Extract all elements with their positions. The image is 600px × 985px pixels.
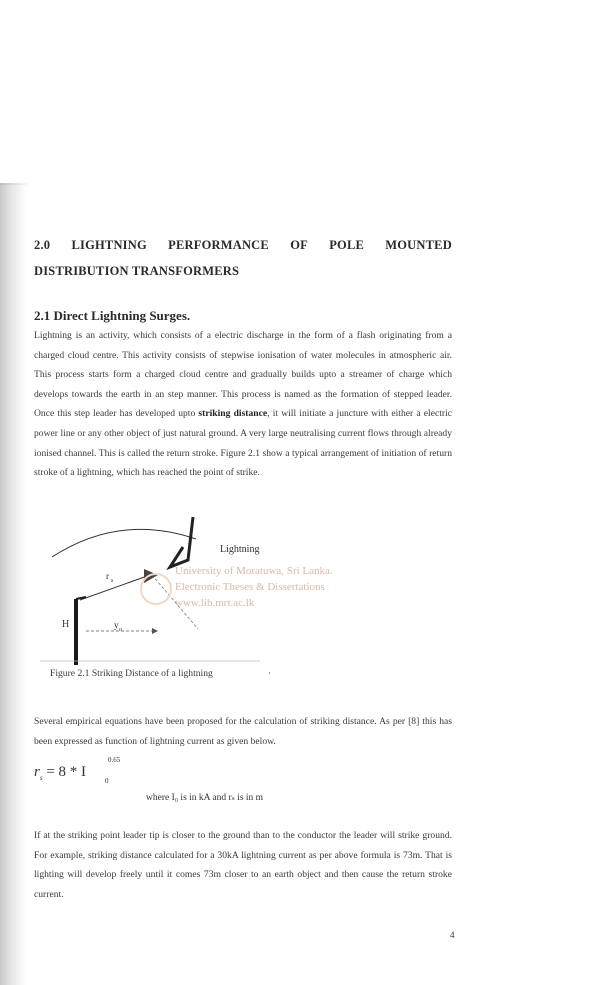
distance-arrow-icon (152, 628, 158, 634)
page-number: 4 (450, 930, 455, 940)
striking-distance-label: r (106, 571, 109, 581)
section-title: 2.1 Direct Lightning Surges. (34, 308, 191, 323)
strike-arc (52, 529, 196, 557)
heading-word: OF (290, 238, 308, 252)
watermark-line: www.lib.mrt.ac.lk (175, 597, 255, 609)
paragraph-text: Lightning is an activity, which consists of a electric discharge in the form of a flash originating from a charged cloud centre. This activity consists of stepwise ionisation of water molecules in atmospheric air. This process starts form a charged cloud centre and gradually builds upto a streamer of charge which develops towards the earth in an step manner. This process is named as the formation of stepped leader. Once this step leader has developed upto (34, 330, 452, 420)
heading-word: PERFORMANCE (168, 238, 269, 252)
chapter-heading-line2: DISTRIBUTION TRANSFORMERS (34, 264, 240, 278)
scan-edge-shadow (0, 185, 26, 985)
lightning-bolt-icon (170, 517, 193, 567)
striking-distance-subscript: s (111, 578, 114, 584)
paragraph-direct-lightning (34, 326, 452, 483)
paragraph-striking-example: If at the striking point leader tip is closer to the ground than to the conductor the leader will strike ground. For example, striking distance calculated for a 30kA lightning current as per above formula is 73m. That is lighting will develop freely until it comes 73m closer to an earth object and then cause the return stroke current. (34, 830, 452, 900)
figure-diagram (40, 515, 400, 665)
paragraph-empirical-equations: Several empirical equations have been proposed for the calculation of striking distance. As per [8] this has been expressed as function of lightning current as given below. (34, 716, 452, 747)
formula-rhs-subscript: 0 (105, 777, 109, 785)
horizontal-distance-subscript: o (119, 627, 122, 633)
horizontal-distance-label: y (114, 620, 119, 630)
formula-units-note: where I₀ is in kA and rₛ is in m (146, 793, 264, 803)
formula-lhs: r (34, 764, 40, 780)
paragraph-text: , it will initiate a juncture with either a electric power line or any other object of just natural ground. A very large neutralising current flows through already ionised channel. This is called the return stroke. Figure 2.1 show a typical arrangement of initiation of return stroke of a lightning, which has reached the point of strike. (34, 408, 453, 479)
chapter-heading-line1 (34, 238, 452, 253)
formula-lhs-subscript: s (39, 774, 43, 782)
formula-rhs: = 8 * I (46, 764, 87, 780)
striking-distance-formula (34, 756, 121, 785)
heading-word: POLE (329, 238, 365, 252)
scan-speck: · (268, 668, 272, 679)
strike-point-arrow-icon (144, 569, 158, 583)
chapter-number: 2.0 (34, 238, 51, 252)
striking-distance-line (80, 575, 150, 600)
heading-word: MOUNTED (385, 238, 452, 252)
heading-word: LIGHTNING (71, 238, 147, 252)
watermark-line: University of Moratuwa, Sri Lanka. (175, 565, 333, 577)
bold-term: striking distance (198, 408, 268, 420)
formula-exponent: 0.65 (108, 756, 121, 764)
watermark-line: Electronic Theses & Dissertations (175, 581, 325, 593)
lightning-label: Lightning (220, 544, 260, 555)
striking-distance-figure (40, 515, 400, 670)
height-label: H (62, 619, 70, 630)
watermark-logo-icon (141, 574, 171, 604)
figure-caption: Figure 2.1 Striking Distance of a lightning (50, 668, 213, 679)
